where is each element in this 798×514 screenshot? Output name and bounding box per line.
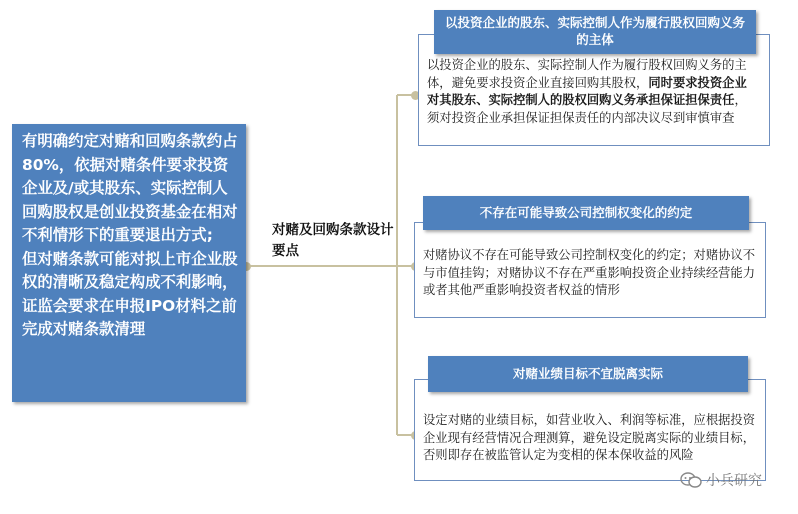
root-text-line-2: 但对赌条款可能对拟上市企业股权的清晰及稳定构成不利影响，证监会要求在申报IPO材料之前完成对赌条款清理	[22, 249, 238, 338]
branch-1-body: 以投资企业的股东、实际控制人作为履行股权回购义务的主体，避免要求投资企业直接回购其股权，同时要求投资企业对其股东、实际控制人的股权回购义务承担保证担保责任，须对投资企业承担保证担保责任的内部决议尽到审慎审查	[427, 58, 747, 125]
branch-3-detail-box	[414, 379, 766, 481]
branch-3-title: 对赌业绩目标不宜脱离实际	[428, 356, 748, 392]
branch-2-body: 对赌协议不存在可能导致公司控制权变化的约定；对赌协议不与市值挂钩；对赌协议不存在严重影响投资企业持续经营能力或者其他严重影响投资者权益的情形	[423, 248, 756, 297]
branch-3-body: 设定对赌的业绩目标，如营业收入、利润等标准，应根据投资企业现有经营情况合理测算，避免设定脱离实际的业绩目标，否则即存在被监管认定为变相的保本保收益的风险	[423, 413, 756, 462]
center-label: 对赌及回购条款设计要点	[272, 222, 394, 259]
watermark-text: 小兵研究	[706, 473, 762, 489]
watermark	[680, 470, 762, 490]
root-summary-box	[12, 124, 246, 402]
branch-2-title: 不存在可能导致公司控制权变化的约定	[423, 196, 749, 230]
root-text-line-1: 有明确约定对赌和回购条款约占80%，依据对赌条件要求投资企业及/或其股东、实际控制人回购股权是创业投资基金在相对不利情形下的重要退出方式;	[22, 132, 238, 244]
branch-2-detail-box	[414, 222, 766, 318]
branch-1-title: 以投资企业的股东、实际控制人作为履行股权回购义务的主体	[434, 10, 756, 54]
wechat-icon	[680, 471, 702, 489]
